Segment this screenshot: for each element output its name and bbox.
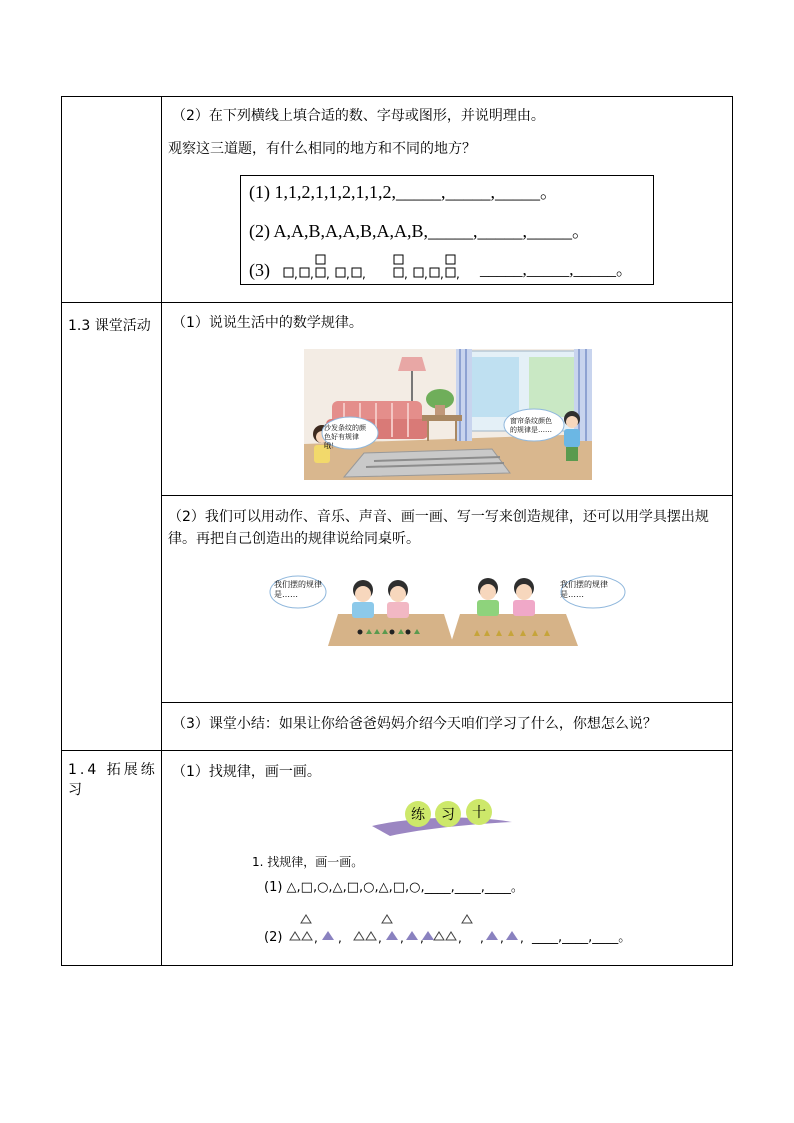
bubble-curtain: 窗帘条纹颜色的规律是…… <box>510 417 552 434</box>
svg-text:,: , <box>362 267 366 281</box>
exercise-q2-prefix: (2) <box>264 930 283 945</box>
row3-part1: （1）找规律，画一画。 <box>172 764 321 780</box>
sequence-3-blanks: _____,_____,_____。 <box>480 260 633 279</box>
bubble-sofa: 沙发条纹的颜色好有规律哦！ <box>324 424 366 450</box>
table-border-right <box>732 96 733 966</box>
row-divider-2 <box>61 750 733 751</box>
sequence-2: (2) A,A,B,A,A,B,A,A,B,_____,_____,_____。 <box>249 221 591 241</box>
svg-text:,: , <box>326 267 330 281</box>
svg-text:,: , <box>310 267 314 281</box>
row2-part3: （3）课堂小结：如果让你给爸爸妈妈介绍今天咱们学习了什么，你想怎么说？ <box>172 716 657 732</box>
table-border-left <box>61 96 62 966</box>
living-room-illustration <box>304 349 592 480</box>
table-column-divider <box>161 96 162 966</box>
svg-text:,: , <box>420 931 424 945</box>
exercise-title: 1. 找规律，画一画。 <box>252 855 364 869</box>
row1-title: （2）在下列横线上填合适的数、字母或图形，并说明理由。 <box>172 108 545 124</box>
svg-text:,: , <box>378 931 382 945</box>
banner-char-3: 十 <box>472 805 486 821</box>
subrow-divider-1 <box>161 495 733 496</box>
exercise-q2-blanks: ____,____,____。 <box>532 930 632 945</box>
svg-text:,: , <box>294 267 298 281</box>
row3-label: 1.4 拓展练习 <box>68 762 158 798</box>
exercise-q1: (1) △,□,○,△,□,○,△,□,○,____,____,____。 <box>264 880 524 895</box>
banner-char-2: 习 <box>441 807 455 823</box>
svg-text:,: , <box>480 931 484 945</box>
sequence-3-shapes <box>282 251 492 283</box>
svg-text:,: , <box>520 931 524 945</box>
svg-text:,: , <box>404 267 408 281</box>
bubble-kids-right: 我们摆的规律是…… <box>560 580 608 599</box>
svg-text:,: , <box>400 931 404 945</box>
svg-text:,: , <box>440 267 444 281</box>
row2-label: 1.3 课堂活动 <box>68 318 151 334</box>
row2-part2: （2）我们可以用动作、音乐、声音、画一画、写一写来创造规律，还可以用学具摆出规律。再把自己创造出的规律说给同桌听。 <box>168 509 709 547</box>
subrow-divider-2 <box>161 702 733 703</box>
row1-question: 观察这三道题，有什么相同的地方和不同的地方？ <box>168 141 476 157</box>
bubble-kids-left: 我们摆的规律是…… <box>274 580 322 599</box>
svg-text:,: , <box>338 931 342 945</box>
svg-text:,: , <box>424 267 428 281</box>
svg-text:,: , <box>346 267 350 281</box>
banner-char-1: 练 <box>411 807 425 823</box>
sequence-1: (1) 1,1,2,1,1,2,1,1,2,_____,_____,_____。 <box>249 182 558 202</box>
svg-text:,: , <box>314 931 318 945</box>
svg-text:,: , <box>500 931 504 945</box>
svg-text:,: , <box>456 267 460 281</box>
svg-text:,: , <box>458 931 462 945</box>
row2-part1: （1）说说生活中的数学规律。 <box>172 315 363 331</box>
row-divider-1 <box>61 302 733 303</box>
sequence-3 <box>249 258 270 282</box>
sequence-3-prefix: (3) <box>249 260 270 280</box>
exercise-q2-shapes <box>288 912 534 946</box>
